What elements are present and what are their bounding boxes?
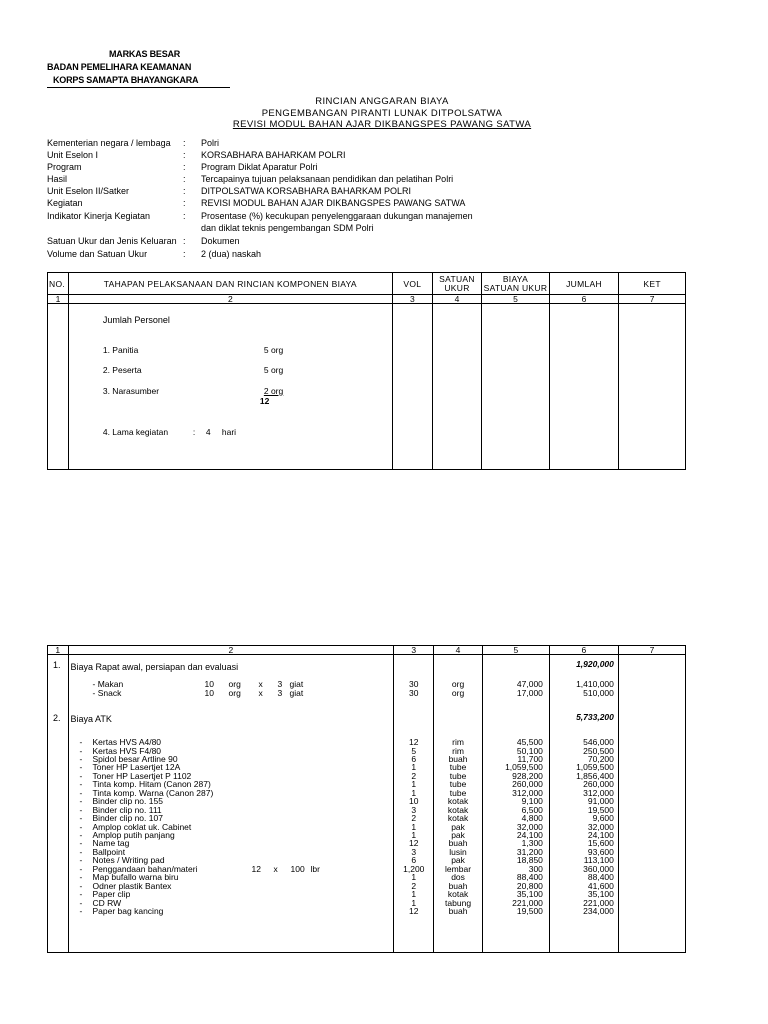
col-header-no: NO. xyxy=(48,273,69,295)
line-item-price: 17,000 xyxy=(516,688,543,698)
col-header-jumlah: JUMLAH xyxy=(549,273,618,295)
lama-kegiatan-sep: : xyxy=(192,427,196,437)
line-item-name: Map bufallo warna biru xyxy=(92,872,179,883)
line-item-vol: 1 xyxy=(411,889,417,900)
line-item-extra-qty: 12 xyxy=(251,863,261,874)
col-number: 4 xyxy=(432,295,481,304)
line-item-bullet: - xyxy=(79,745,83,756)
personel-item-count: 5 org xyxy=(263,365,284,375)
line-item-jumlah: 88,400 xyxy=(587,872,614,883)
line-item-vol: 6 xyxy=(411,753,417,764)
line-item-unit: lembar xyxy=(445,863,472,874)
personel-item-label: 2. Peserta xyxy=(102,365,142,375)
line-item-vol: 2 xyxy=(411,880,417,891)
info-sep: : xyxy=(183,236,186,246)
line-item-price: 221,000 xyxy=(512,897,543,908)
info-label: Hasil xyxy=(47,174,68,184)
line-item-jumlah: 9,600 xyxy=(592,813,614,824)
info-value: REVISI MODUL BAHAN AJAR DIKBANGSPES PAWANG SATWA xyxy=(201,198,466,208)
line-item-name: CD RW xyxy=(92,897,122,908)
line-item-vol: 12 xyxy=(409,838,419,849)
line-item-name: Binder clip no. 107 xyxy=(92,813,163,824)
col-number: 3 xyxy=(394,646,434,655)
line-item-name: Name tag xyxy=(92,838,130,849)
line-item-name: Ballpoint xyxy=(92,846,126,857)
title-line-2: PENGEMBANGAN PIRANTI LUNAK DITPOLSATWA xyxy=(261,108,503,119)
line-item-org-unit: org xyxy=(228,679,241,689)
line-item-jumlah: 546,000 xyxy=(583,737,614,747)
line-item-unit: tube xyxy=(449,762,467,773)
line-item-name: Kertas HVS F4/80 xyxy=(92,745,162,756)
line-item-price: 928,200 xyxy=(512,770,543,781)
no-column-cell xyxy=(48,655,69,953)
line-item-vol: 1 xyxy=(411,829,417,840)
line-item-unit: dos xyxy=(451,872,465,883)
col-number: 7 xyxy=(618,646,685,655)
line-item-vol: 3 xyxy=(411,804,417,815)
line-item-bullet: - xyxy=(79,838,83,849)
line-item-jumlah: 93,600 xyxy=(587,846,614,857)
line-item-unit: org xyxy=(451,688,465,698)
info-sep: : xyxy=(183,138,186,148)
line-item-vol: 1 xyxy=(411,779,417,790)
section-number: 2. xyxy=(53,713,61,723)
col-number: 6 xyxy=(549,646,618,655)
info-label: Program xyxy=(47,162,82,172)
line-item-name: Notes / Writing pad xyxy=(92,855,165,866)
line-item-bullet: - xyxy=(79,906,83,916)
line-item-name: Binder clip no. 111 xyxy=(92,804,162,815)
line-item-price: 24,100 xyxy=(516,829,543,840)
info-label: Unit Eselon II/Satker xyxy=(47,186,130,196)
personel-item-count: 5 org xyxy=(263,345,284,355)
line-item-jumlah: 19,500 xyxy=(587,804,614,815)
col-number: 7 xyxy=(619,295,686,304)
line-item-vol: 1 xyxy=(411,821,417,832)
info-sep: : xyxy=(183,211,186,221)
line-item-price: 6,500 xyxy=(521,804,543,815)
line-item-bullet: - xyxy=(79,762,83,773)
line-item-name: Paper clip xyxy=(92,889,131,900)
jumlah-column-cell xyxy=(549,655,618,953)
personel-total: 12 xyxy=(259,396,270,406)
vol-column-cell xyxy=(394,655,434,953)
line-item-vol: 1 xyxy=(411,787,417,798)
info-value: 2 (dua) naskah xyxy=(201,249,262,259)
line-item-unit: tube xyxy=(449,770,467,781)
info-label: Kegiatan xyxy=(47,198,83,208)
header-underline xyxy=(47,87,230,88)
line-item-vol: 2 xyxy=(411,770,417,781)
line-item-bullet: - xyxy=(79,829,83,840)
line-item-unit: buah xyxy=(448,880,468,891)
personel-item-count: 2 org xyxy=(263,386,284,396)
line-item-jumlah: 70,200 xyxy=(587,753,614,764)
line-item-price: 11,700 xyxy=(517,753,543,764)
line-item-jumlah: 510,000 xyxy=(583,688,614,698)
line-item-vol: 1 xyxy=(411,872,417,883)
line-item-price: 260,000 xyxy=(512,779,543,790)
line-item-unit: buah xyxy=(448,906,468,916)
line-item-vol: 12 xyxy=(409,906,419,916)
line-item-name: - Snack xyxy=(92,688,122,698)
section-total: 1,920,000 xyxy=(576,659,614,669)
col-header-tahapan: TAHAPAN PELAKSANAAN DAN RINCIAN KOMPONEN BIAYA xyxy=(68,273,392,295)
line-item-extra-unit: lbr xyxy=(310,863,320,874)
line-item-unit: rim xyxy=(452,737,464,747)
line-item-unit: buah xyxy=(448,753,468,764)
line-item-price: 4,800 xyxy=(521,813,543,824)
info-label: Volume dan Satuan Ukur xyxy=(47,249,148,259)
line-item-giat: 3 xyxy=(277,688,283,698)
line-item-price: 31,200 xyxy=(516,846,543,857)
line-item-bullet: - xyxy=(79,821,83,832)
col-number: 5 xyxy=(482,295,550,304)
line-item-vol: 6 xyxy=(411,855,417,866)
line-item-name: - Makan xyxy=(92,679,124,689)
line-item-name: Amplop putih panjang xyxy=(92,829,175,840)
header-line-2: BADAN PEMELIHARA KEAMANAN xyxy=(47,62,192,72)
line-item-jumlah: 1,410,000 xyxy=(576,679,614,689)
lama-kegiatan-value: 4 xyxy=(205,427,211,437)
line-item-jumlah: 360,000 xyxy=(583,863,614,874)
line-item-bullet: - xyxy=(79,753,83,764)
col-number: 1 xyxy=(48,295,69,304)
col-header-biaya-2: SATUAN UKUR xyxy=(483,282,548,293)
line-item-price: 32,000 xyxy=(516,821,543,832)
info-label: Satuan Ukur dan Jenis Keluaran xyxy=(47,236,177,246)
info-label: Unit Eselon I xyxy=(47,150,99,160)
line-item-vol: 10 xyxy=(409,796,419,807)
info-label: Indikator Kinerja Kegiatan xyxy=(47,211,151,221)
line-item-vol: 1 xyxy=(411,897,417,908)
line-item-bullet: - xyxy=(79,804,83,815)
line-item-vol: 12 xyxy=(409,737,419,747)
info-sep: : xyxy=(183,249,186,259)
column-number-row xyxy=(48,295,686,304)
line-item-price: 45,500 xyxy=(516,737,543,747)
budget-table-personel xyxy=(47,272,686,470)
info-sep: : xyxy=(183,174,186,184)
info-value: Program Diklat Aparatur Polri xyxy=(201,162,318,172)
info-sep: : xyxy=(183,198,186,208)
info-value: Tercapainya tujuan pelaksanaan pendidikan dan pelatihan Polri xyxy=(201,174,454,184)
line-item-bullet: - xyxy=(79,796,83,807)
line-item-jumlah: 32,000 xyxy=(587,821,614,832)
col-header-satuan xyxy=(432,273,481,295)
info-sep: : xyxy=(183,150,186,160)
line-item-price: 1,059,500 xyxy=(505,762,543,773)
line-item-bullet: - xyxy=(79,813,83,824)
line-item-jumlah: 260,000 xyxy=(583,779,614,790)
ket-column-cell xyxy=(618,655,685,953)
table-header-row xyxy=(48,273,686,295)
line-item-price: 50,100 xyxy=(516,745,543,756)
line-item-vol: 5 xyxy=(411,745,417,756)
line-item-jumlah: 1,059,500 xyxy=(576,762,614,773)
info-value: dan diklat teknis pengembangan SDM Polri xyxy=(201,223,374,233)
line-item-unit: buah xyxy=(448,838,468,849)
col-header-vol: VOL xyxy=(392,273,432,295)
info-value: Polri xyxy=(201,138,220,148)
line-item-jumlah: 35,100 xyxy=(587,889,614,900)
line-item-jumlah: 15,600 xyxy=(587,838,614,849)
col-number: 2 xyxy=(68,295,392,304)
personel-cell xyxy=(68,304,392,470)
col-header-biaya-1: BIAYA xyxy=(502,273,529,284)
line-item-org: 10 xyxy=(204,688,214,698)
line-item-bullet: - xyxy=(79,846,83,857)
unit-column-cell xyxy=(434,655,483,953)
line-item-unit: pak xyxy=(451,855,465,866)
line-item-price: 9,100 xyxy=(521,796,543,807)
line-item-extra-times: x xyxy=(273,863,278,874)
column-number-row xyxy=(48,646,686,655)
line-item-bullet: - xyxy=(79,855,83,866)
info-sep: : xyxy=(183,162,186,172)
line-item-unit: kotak xyxy=(447,813,469,824)
col-header-satuan-1: SATUAN xyxy=(439,273,475,284)
col-header-ket: KET xyxy=(619,273,686,295)
personel-heading: Jumlah Personel xyxy=(102,315,170,325)
line-item-vol: 2 xyxy=(411,813,417,824)
line-item-giat: 3 xyxy=(277,679,283,689)
line-item-price: 19,500 xyxy=(516,906,543,916)
line-item-bullet: - xyxy=(79,770,83,781)
line-item-org-unit: org xyxy=(228,688,241,698)
title-line-1: RINCIAN ANGGARAN BIAYA xyxy=(315,96,449,107)
col-number: 1 xyxy=(48,646,69,655)
line-item-price: 47,000 xyxy=(516,679,543,689)
line-item-bullet: - xyxy=(79,897,83,908)
line-item-unit: kotak xyxy=(447,796,469,807)
line-item-name: Odner plastik Bantex xyxy=(92,880,172,891)
line-item-jumlah: 91,000 xyxy=(587,796,614,807)
line-item-price: 20,800 xyxy=(516,880,543,891)
line-item-unit: kotak xyxy=(447,804,469,815)
col-number: 3 xyxy=(392,295,432,304)
line-item-price: 18,850 xyxy=(516,855,543,866)
line-item-vol: 1,200 xyxy=(403,863,425,874)
info-value: DITPOLSATWA KORSABHARA BAHARKAM POLRI xyxy=(201,186,412,196)
line-item-unit: pak xyxy=(451,829,465,840)
col-number: 5 xyxy=(482,646,549,655)
line-item-jumlah: 250,500 xyxy=(583,745,614,756)
line-item-price: 1,300 xyxy=(521,838,543,849)
personel-row xyxy=(48,304,686,470)
line-item-jumlah: 234,000 xyxy=(583,906,614,916)
line-item-bullet: - xyxy=(79,863,83,874)
line-item-extra-count: 100 xyxy=(290,863,305,874)
line-item-unit: pak xyxy=(451,821,465,832)
line-item-bullet: - xyxy=(79,737,83,747)
line-item-bullet: - xyxy=(79,889,83,900)
line-item-giat-unit: giat xyxy=(289,679,304,689)
header-line-3: KORPS SAMAPTA BHAYANGKARA xyxy=(53,75,199,85)
col-number: 2 xyxy=(68,646,394,655)
section-total: 5,733,200 xyxy=(576,712,614,722)
line-item-price: 312,000 xyxy=(512,787,543,798)
line-item-jumlah: 1,856,400 xyxy=(576,770,614,781)
section-title: Biaya Rapat awal, persiapan dan evaluasi xyxy=(70,662,239,672)
line-item-vol: 30 xyxy=(409,688,419,698)
biaya-body-row xyxy=(48,655,686,953)
price-column-cell xyxy=(482,655,549,953)
personel-item-label: 3. Narasumber xyxy=(102,386,160,396)
line-item-name: Spidol besar Artline 90 xyxy=(92,753,178,764)
line-item-unit: rim xyxy=(452,745,464,756)
line-item-name: Paper bag kancing xyxy=(92,906,164,916)
col-header-biaya xyxy=(482,273,550,295)
budget-table-biaya xyxy=(47,645,686,953)
info-label: Kementerian negara / lembaga xyxy=(47,138,171,148)
col-header-satuan-2: UKUR xyxy=(444,282,470,293)
line-item-times: x xyxy=(258,679,263,689)
info-value: Dokumen xyxy=(201,236,240,246)
line-item-giat-unit: giat xyxy=(289,688,304,698)
line-item-price: 88,400 xyxy=(516,872,543,883)
line-item-name: Toner HP Lasertjet P 1102 xyxy=(92,770,192,781)
col-number: 6 xyxy=(549,295,618,304)
line-item-bullet: - xyxy=(79,787,83,798)
line-item-unit: org xyxy=(451,679,465,689)
line-item-unit: tube xyxy=(449,779,467,790)
line-item-unit: tube xyxy=(449,787,467,798)
line-item-times: x xyxy=(258,688,263,698)
header-line-1: MARKAS BESAR xyxy=(109,49,181,59)
personel-item-label: 1. Panitia xyxy=(102,345,139,355)
title-line-3: REVISI MODUL BAHAN AJAR DIKBANGSPES PAWANG SATWA xyxy=(232,119,532,130)
line-item-jumlah: 113,100 xyxy=(583,855,614,866)
line-item-bullet: - xyxy=(79,880,83,891)
line-item-name: Kertas HVS A4/80 xyxy=(92,737,162,747)
line-item-vol: 30 xyxy=(409,679,419,689)
section-title: Biaya ATK xyxy=(70,714,112,724)
line-item-jumlah: 312,000 xyxy=(583,787,614,798)
lama-kegiatan-unit: hari xyxy=(221,427,237,437)
line-item-bullet: - xyxy=(79,872,83,883)
line-item-vol: 3 xyxy=(411,846,417,857)
description-column-cell xyxy=(68,655,394,953)
info-value: KORSABHARA BAHARKAM POLRI xyxy=(201,150,346,160)
line-item-name: Penggandaan bahan/materi xyxy=(92,863,198,874)
col-number: 4 xyxy=(434,646,483,655)
line-item-org: 10 xyxy=(204,679,214,689)
line-item-unit: lusin xyxy=(449,846,467,857)
line-item-name: Amplop coklat uk. Cabinet xyxy=(92,821,192,832)
line-item-price: 35,100 xyxy=(516,889,543,900)
line-item-name: Tinta komp. Hitam (Canon 287) xyxy=(92,779,211,790)
section-number: 1. xyxy=(53,660,61,670)
lama-kegiatan-label: 4. Lama kegiatan xyxy=(102,427,169,437)
line-item-jumlah: 24,100 xyxy=(587,829,614,840)
info-value: Prosentase (%) kecukupan penyelenggaraan dukungan manajemen xyxy=(201,211,473,221)
line-item-jumlah: 221,000 xyxy=(583,897,614,908)
line-item-name: Binder clip no. 155 xyxy=(92,796,163,807)
line-item-name: Toner HP Lasertjet 12A xyxy=(92,762,181,773)
line-item-bullet: - xyxy=(79,779,83,790)
line-item-unit: kotak xyxy=(447,889,469,900)
line-item-name: Tinta komp. Warna (Canon 287) xyxy=(92,787,214,798)
line-item-vol: 1 xyxy=(411,762,417,773)
info-sep: : xyxy=(183,186,186,196)
line-item-jumlah: 41,600 xyxy=(587,880,614,891)
line-item-unit: tabung xyxy=(445,897,472,908)
line-item-price: 300 xyxy=(528,863,543,874)
